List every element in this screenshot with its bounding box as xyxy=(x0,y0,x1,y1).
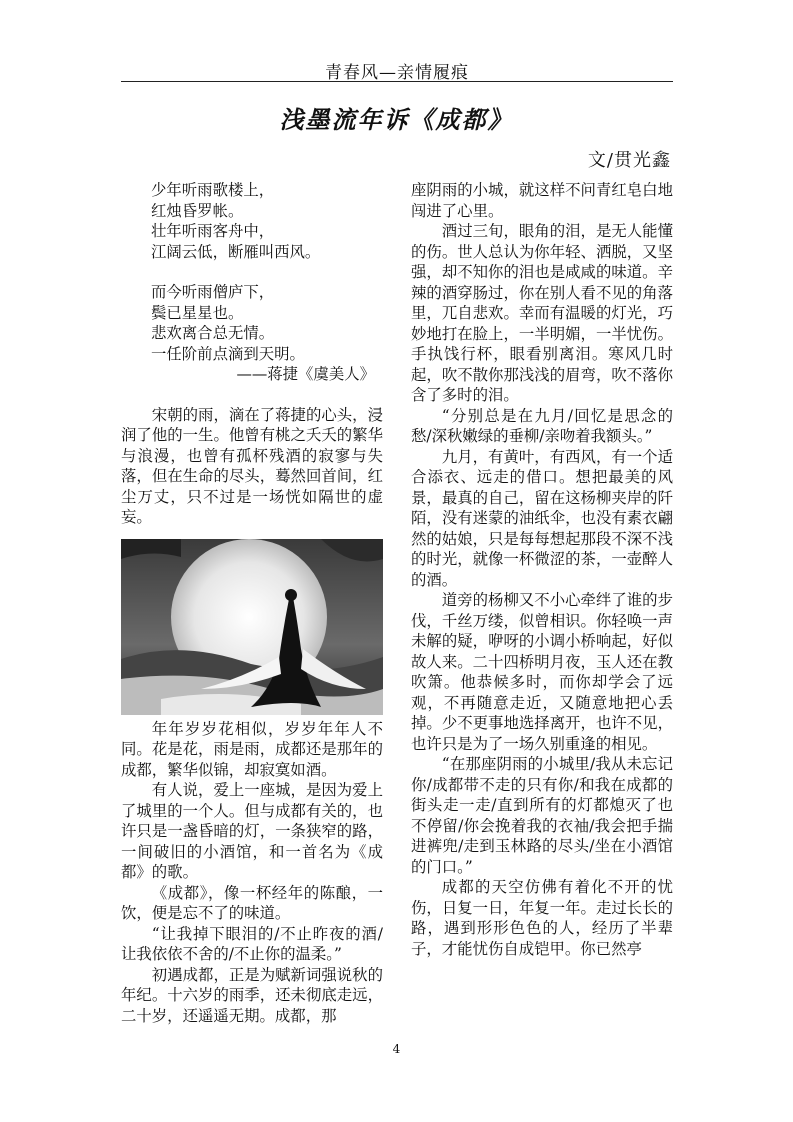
lyric-quote: “分别总是在九月/回忆是思念的愁/深秋嫩绿的垂柳/亲吻着我额头。” xyxy=(411,406,673,445)
paragraph: 宋朝的雨，滴在了蒋捷的心头，浸润了他的一生。他曾有桃之夭夭的繁华与浪漫，也曾有孤杯残酒的寂寥与失落，但在生命的尽头，蓦然回首间，红尘万丈，只不过是一场恍如隔世的虚妄。 xyxy=(121,405,383,526)
header-rule xyxy=(121,81,673,82)
poem-line: 而今听雨僧庐下， xyxy=(151,283,275,301)
article-author: 文/贯光鑫 xyxy=(587,150,671,171)
page-number: 4 xyxy=(392,1042,401,1056)
stanza-gap xyxy=(151,262,383,282)
poem xyxy=(121,180,383,385)
lyric-quote: “在那座阴雨的小城里/我从未忘记你/成都带不走的只有你/和我在成都的街头走一走/直到所有的灯都熄灭了也不停留/你会挽着我的衣袖/我会把手揣进裤兜/走到玉林路的尽头/坐在小酒馆的门口。” xyxy=(411,755,673,876)
paragraph: 年年岁岁花相似，岁岁年年人不同。花是花，雨是雨，成都还是那年的成都，繁华似锦，却寂寞如酒。 xyxy=(121,719,383,779)
paragraph: 道旁的杨柳又不小心牵绊了谁的步伐，千丝万缕，似曾相识。你轻唤一声未解的疑，咿呀的小调小桥响起，好似故人来。二十四桥明月夜，玉人还在教吹箫。他恭候多时，而你却学会了远观，不再随意走近，又随意地把心丢掉。少不更事地选择离开，也许不见，也许只是为了一场久别重逢的相见。 xyxy=(411,591,673,753)
paragraph: 酒过三旬，眼角的泪，是无人能懂的伤。世人总认为你年轻、洒脱，又坚强，却不知你的泪也是咸咸的味道。辛辣的酒穿肠过，你在别人看不见的角落里，兀自悲欢。幸而有温暖的灯光，巧妙地打在脸上，一半明媚，一半忧伤。手执饯行杯，眼看别离泪。寒风几时起，吹不散你那浅浅的眉弯，吹不落你含了多时的泪。 xyxy=(411,222,673,404)
poem-line: 鬓已星星也。 xyxy=(151,303,244,322)
moon-illustration xyxy=(121,539,383,715)
right-column xyxy=(411,180,673,959)
poem-source: ——蒋捷《虞美人》 xyxy=(236,365,375,383)
poem-line: 江阔云低，断雁叫西风。 xyxy=(151,242,321,261)
paragraph: 《成都》，像一杯经年的陈酿，一饮，便是忘不了的味道。 xyxy=(121,883,383,922)
left-column xyxy=(121,180,383,1026)
paragraph: 成都的天空仿佛有着化不开的忧伤，日复一日，年复一年。走过长长的路，遇到形形色色的人，经历了半辈子，才能忧伤自成铠甲。你已然亭 xyxy=(411,878,673,958)
poem-line: 一任阶前点滴到天明。 xyxy=(151,344,305,363)
article-title: 浅墨流年诉《成都》 xyxy=(279,105,514,134)
paragraph: 初遇成都，正是为赋新词强说秋的年纪。十六岁的雨季，还未彻底走远，二十岁，还遥遥无期。成都，那 xyxy=(121,965,383,1025)
paragraph-continued: 座阴雨的小城，就这样不问青红皂白地闯进了心里。 xyxy=(411,181,673,220)
lyric-quote: “让我掉下眼泪的/不止昨夜的酒/让我依依不舍的/不止你的温柔。” xyxy=(121,924,383,963)
poem-line: 红烛昏罗帐。 xyxy=(151,201,244,220)
paragraph: 九月，有黄叶，有西风，有一个适合添衣、远走的借口。想把最美的风景，最真的自己，留在这杨柳夹岸的阡陌，没有迷蒙的油纸伞，也没有素衣翩然的姑娘，只是每每想起那段不深不浅的时光，就像一杯微涩的茶，一壶醉人的酒。 xyxy=(411,447,673,589)
running-header: 青春风—亲情履痕 xyxy=(325,63,469,83)
paragraph: 有人说，爱上一座城，是因为爱上了城里的一个人。但与成都有关的，也许只是一盏昏暗的灯，一条狭窄的路，一间破旧的小酒馆，和一首名为《成都》的歌。 xyxy=(121,781,383,881)
poem-line: 悲欢离合总无情。 xyxy=(151,324,275,342)
poem-line: 少年听雨歌楼上， xyxy=(151,181,275,199)
poem-line: 壮年听雨客舟中， xyxy=(151,222,275,240)
